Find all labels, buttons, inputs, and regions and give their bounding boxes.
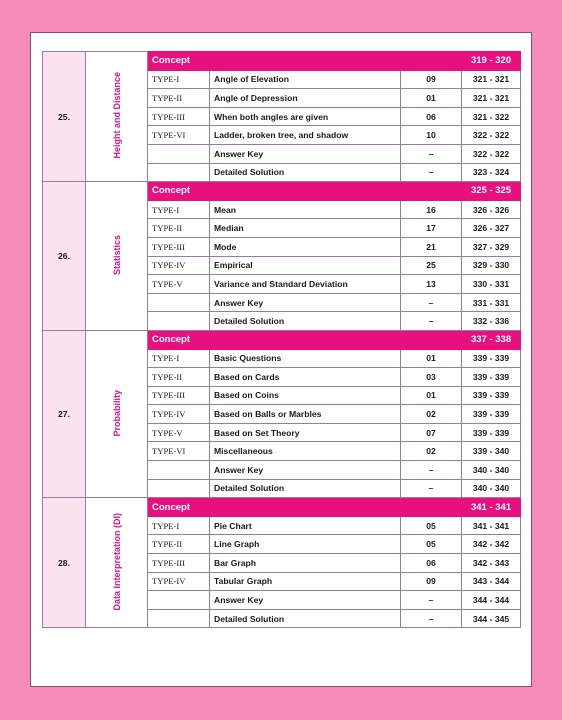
topic-name: Answer Key	[210, 461, 401, 480]
chapter-concept-row	[43, 182, 521, 201]
page-range: 321 - 322	[462, 107, 521, 126]
page-range: 322 - 322	[462, 126, 521, 145]
question-count: 06	[401, 107, 462, 126]
type-label: TYPE-VI	[148, 126, 210, 145]
topic-name: Miscellaneous	[210, 442, 401, 461]
topic-name: Based on Cards	[210, 368, 401, 387]
concept-label: Concept	[148, 182, 462, 201]
page-range: 339 - 339	[462, 368, 521, 387]
topic-name: Median	[210, 219, 401, 238]
type-label: TYPE-II	[148, 535, 210, 554]
topic-name: Based on Set Theory	[210, 423, 401, 442]
topic-name: Ladder, broken tree, and shadow	[210, 126, 401, 145]
chapter-title: Statistics	[111, 235, 122, 276]
page-range: 326 - 327	[462, 219, 521, 238]
topic-name: Line Graph	[210, 535, 401, 554]
type-label: TYPE-VI	[148, 442, 210, 461]
concept-label: Concept	[148, 52, 462, 71]
chapter-title: Probability	[111, 389, 122, 437]
chapter-concept-row	[43, 498, 521, 517]
page-range: 339 - 339	[462, 349, 521, 368]
type-label	[148, 312, 210, 331]
question-count: 10	[401, 126, 462, 145]
question-count: 16	[401, 200, 462, 219]
type-label: TYPE-V	[148, 423, 210, 442]
topic-name: Based on Coins	[210, 386, 401, 405]
topic-name: Detailed Solution	[210, 609, 401, 628]
type-label: TYPE-IV	[148, 256, 210, 275]
page-range: 340 - 340	[462, 461, 521, 480]
topic-name: Detailed Solution	[210, 312, 401, 331]
question-count: –	[401, 144, 462, 163]
question-count: 17	[401, 219, 462, 238]
topic-name: Basic Questions	[210, 349, 401, 368]
type-label	[148, 293, 210, 312]
question-count: –	[401, 293, 462, 312]
type-label: TYPE-III	[148, 386, 210, 405]
topic-name: Angle of Depression	[210, 89, 401, 108]
chapter-title-cell	[86, 498, 148, 628]
type-label: TYPE-I	[148, 70, 210, 89]
page-range: 343 - 344	[462, 572, 521, 591]
chapter-title: Data Interpretation (DI)	[111, 513, 122, 611]
type-label	[148, 591, 210, 610]
type-label: TYPE-III	[148, 237, 210, 256]
chapter-title-cell	[86, 182, 148, 331]
topic-name: Answer Key	[210, 293, 401, 312]
topic-name: Pie Chart	[210, 516, 401, 535]
question-count: 21	[401, 237, 462, 256]
topic-name: Detailed Solution	[210, 479, 401, 498]
type-label	[148, 479, 210, 498]
topic-name: Bar Graph	[210, 554, 401, 573]
page-range: 342 - 343	[462, 554, 521, 573]
concept-pages: 337 - 338	[462, 330, 521, 349]
page-range: 330 - 331	[462, 275, 521, 294]
topic-name: Variance and Standard Deviation	[210, 275, 401, 294]
chapter-concept-row	[43, 330, 521, 349]
question-count: 06	[401, 554, 462, 573]
chapter-concept-row	[43, 52, 521, 71]
type-label: TYPE-IV	[148, 405, 210, 424]
topic-name: When both angles are given	[210, 107, 401, 126]
type-label: TYPE-III	[148, 554, 210, 573]
type-label: TYPE-V	[148, 275, 210, 294]
concept-label: Concept	[148, 498, 462, 517]
type-label	[148, 144, 210, 163]
chapter-title-cell	[86, 52, 148, 182]
topic-name: Answer Key	[210, 144, 401, 163]
page-range: 344 - 344	[462, 591, 521, 610]
type-label: TYPE-II	[148, 89, 210, 108]
page-range: 332 - 336	[462, 312, 521, 331]
question-count: –	[401, 163, 462, 182]
topic-name: Mean	[210, 200, 401, 219]
page-range: 326 - 326	[462, 200, 521, 219]
question-count: 07	[401, 423, 462, 442]
topic-name: Answer Key	[210, 591, 401, 610]
question-count: 02	[401, 405, 462, 424]
question-count: 05	[401, 516, 462, 535]
question-count: –	[401, 591, 462, 610]
question-count: 01	[401, 349, 462, 368]
question-count: –	[401, 609, 462, 628]
page-range: 344 - 345	[462, 609, 521, 628]
question-count: 25	[401, 256, 462, 275]
page-range: 342 - 342	[462, 535, 521, 554]
question-count: 01	[401, 386, 462, 405]
question-count: 02	[401, 442, 462, 461]
type-label: TYPE-IV	[148, 572, 210, 591]
chapter-number: 27.	[43, 330, 86, 497]
page-range: 331 - 331	[462, 293, 521, 312]
contents-page	[30, 32, 532, 687]
question-count: –	[401, 461, 462, 480]
type-label: TYPE-I	[148, 200, 210, 219]
page-range: 327 - 329	[462, 237, 521, 256]
topic-name: Empirical	[210, 256, 401, 275]
concept-pages: 325 - 325	[462, 182, 521, 201]
question-count: –	[401, 479, 462, 498]
chapter-number: 25.	[43, 52, 86, 182]
type-label: TYPE-II	[148, 368, 210, 387]
page-range: 341 - 341	[462, 516, 521, 535]
type-label	[148, 609, 210, 628]
page-range: 323 - 324	[462, 163, 521, 182]
topic-name: Angle of Elevation	[210, 70, 401, 89]
question-count: 01	[401, 89, 462, 108]
chapter-number: 26.	[43, 182, 86, 331]
page-range: 321 - 321	[462, 70, 521, 89]
type-label	[148, 163, 210, 182]
topic-name: Based on Balls or Marbles	[210, 405, 401, 424]
question-count: 09	[401, 70, 462, 89]
question-count: 13	[401, 275, 462, 294]
type-label: TYPE-II	[148, 219, 210, 238]
contents-table	[42, 51, 521, 628]
concept-pages: 319 - 320	[462, 52, 521, 71]
page-range: 322 - 322	[462, 144, 521, 163]
type-label: TYPE-III	[148, 107, 210, 126]
page-range: 321 - 321	[462, 89, 521, 108]
type-label: TYPE-I	[148, 349, 210, 368]
topic-name: Detailed Solution	[210, 163, 401, 182]
concept-pages: 341 - 341	[462, 498, 521, 517]
question-count: 05	[401, 535, 462, 554]
concept-label: Concept	[148, 330, 462, 349]
question-count: 09	[401, 572, 462, 591]
question-count: 03	[401, 368, 462, 387]
question-count: –	[401, 312, 462, 331]
type-label	[148, 461, 210, 480]
topic-name: Tabular Graph	[210, 572, 401, 591]
page-range: 339 - 340	[462, 442, 521, 461]
page-range: 340 - 340	[462, 479, 521, 498]
chapter-number: 28.	[43, 498, 86, 628]
page-range: 339 - 339	[462, 423, 521, 442]
type-label: TYPE-I	[148, 516, 210, 535]
topic-name: Mode	[210, 237, 401, 256]
page-range: 329 - 330	[462, 256, 521, 275]
page-range: 339 - 339	[462, 386, 521, 405]
page-range: 339 - 339	[462, 405, 521, 424]
chapter-title-cell	[86, 330, 148, 497]
chapter-title: Height and Distance	[111, 72, 122, 159]
